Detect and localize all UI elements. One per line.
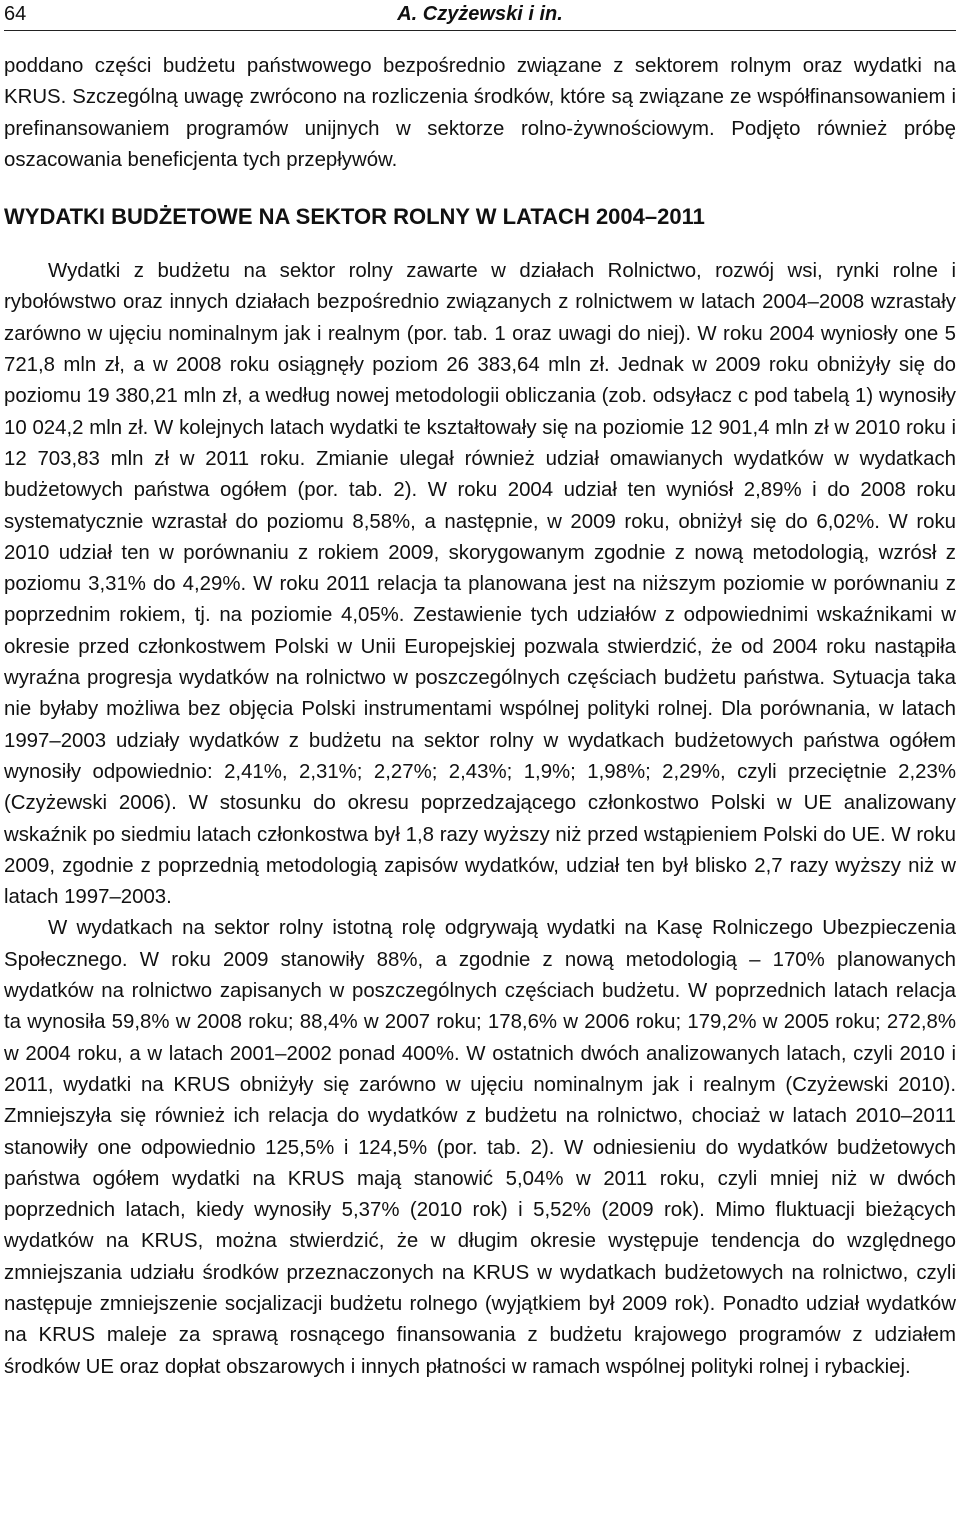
section-heading: WYDATKI BUDŻETOWE NA SEKTOR ROLNY W LATACH 2004–2011	[4, 204, 705, 230]
body-paragraph-2: W wydatkach na sektor rolny istotną rolę odgrywają wydatki na Kasę Rolniczego Ubezpieczenia Społecznego. W roku 2009 stanowiły 88%, a zgodnie z nową metodologią – 170% planowanych wydatków na rolnictwo zapisanych w poszczególnych częściach budżetu. W poprzednich latach relacja ta wynosiła 59,8% w 2008 roku; 88,4% w 2007 roku; 178,6% w 2006 roku; 179,2% w 2005 roku; 272,8% w 2004 roku, a w latach 2001–2002 ponad 400%. W ostatnich dwóch analizowanych latach, czyli 2010 i 2011, wydatki na KRUS obniżyły się zarówno w ujęciu nominalnym jak i realnym (Czyżewski 2010). Zmniejszyła się również ich relacja do wydatków z budżetu na rolnictwo, chociaż w latach 2010–2011 stanowiły one odpowiednio 125,5% i 124,5% (por. tab. 2). W odniesieniu do wydatków budżetowych państwa ogółem wydatki na KRUS mają stanowić 5,04% w 2011 roku, czyli mniej niż w dwóch poprzednich latach, kiedy wynosiły 5,37% (2010 rok) i 5,52% (2009 rok). Mimo fluktuacji bieżących wydatków na KRUS, można stwierdzić, że w długim okresie występuje tendencja do względnego zmniejszania udziału środków przeznaczonych na KRUS w wydatkach budżetowych na rolnictwo, czyli następuje zmniejszenie socjalizacji budżetu rolnego (wyjątkiem był 2009 rok). Ponadto udział wydatków na KRUS maleje za sprawą rosnącego finansowania z budżetu krajowego programów z udziałem środków UE oraz dopłat obszarowych i innych płatności w ramach wspólnej polityki rolnej i rybackiej.	[4, 917, 956, 1378]
running-title: A. Czyżewski i in.	[397, 3, 563, 25]
running-header	[4, 0, 956, 31]
intro-paragraph: poddano części budżetu państwowego bezpośrednio związane z sektorem rolnym oraz wydatki na KRUS. Szczególną uwagę zwrócono na rozliczenia środków, które są związane ze współfinansowaniem i prefinansowaniem programów unijnych w sektorze rolno-żywnościowym. Podjęto również próbę oszacowania beneficjenta tych przepływów.	[4, 55, 956, 171]
body-paragraph-1: Wydatki z budżetu na sektor rolny zawarte w działach Rolnictwo, rozwój wsi, rynki rolne i rybołówstwo oraz innych działach bezpośrednio związanych z rolnictwem w latach 2004–2008 wzrastały zarówno w ujęciu nominalnym jak i realnym (por. tab. 1 oraz uwagi do niej). W roku 2004 wyniosły one 5 721,8 mln zł, a w 2008 roku osiągnęły poziom 26 383,64 mln zł. Jednak w 2009 roku obniżyły się do poziomu 19 380,21 mln zł, a według nowej metodologii obliczania (zob. odsyłacz c pod tabelą 1) wynosiły 10 024,2 mln zł. W kolejnych latach wydatki te kształtowały się na poziomie 12 901,4 mln zł w 2010 roku i 12 703,83 mln zł w 2011 roku. Zmianie ulegał również udział omawianych wydatków w wydatkach budżetowych państwa ogółem (por. tab. 2). W roku 2004 udział ten wyniósł 2,89% i do 2008 roku systematycznie wzrastał do poziomu 8,58%, a następnie, w 2009 roku, obniżył się do 6,02%. W roku 2010 udział ten w porównaniu z rokiem 2009, skorygowanym zgodnie z nową metodologią, wzrósł z poziomu 3,31% do 4,29%. W roku 2011 relacja ta planowana jest na niższym poziomie w porównaniu z poprzednim rokiem, tj. na poziomie 4,05%. Zestawienie tych udziałów z odpowiednimi wskaźnikami w okresie przed członkostwem Polski w Unii Europejskiej pozwala stwierdzić, że od 2004 roku nastąpiła wyraźna progresja wydatków na rolnictwo w poszczególnych częściach budżetu państwa. Sytuacja taka nie byłaby możliwa bez objęcia Polski instrumentami wspólnej polityki rolnej. Dla porównania, w latach 1997–2003 udziały wydatków z budżetu na sektor rolny w wydatkach budżetowych państwa ogółem wynosiły odpowiednio: 2,41%, 2,31%; 2,27%; 2,43%; 1,9%; 1,98%; 2,29%, czyli przeciętnie 2,23% (Czyżewski 2006). W stosunku do okresu poprzedzającego członkostwo Polski w UE analizowany wskaźnik po siedmiu latach członkostwa był 1,8 razy wyższy niż przed wstąpieniem Polski do UE. W roku 2009, zgodnie z poprzednią metodologią zapisów wydatków, udział ten był blisko 2,7 razy wyższy niż w latach 1997–2003.	[4, 260, 956, 909]
document-page	[4, 0, 956, 1526]
page-number: 64	[4, 3, 27, 25]
